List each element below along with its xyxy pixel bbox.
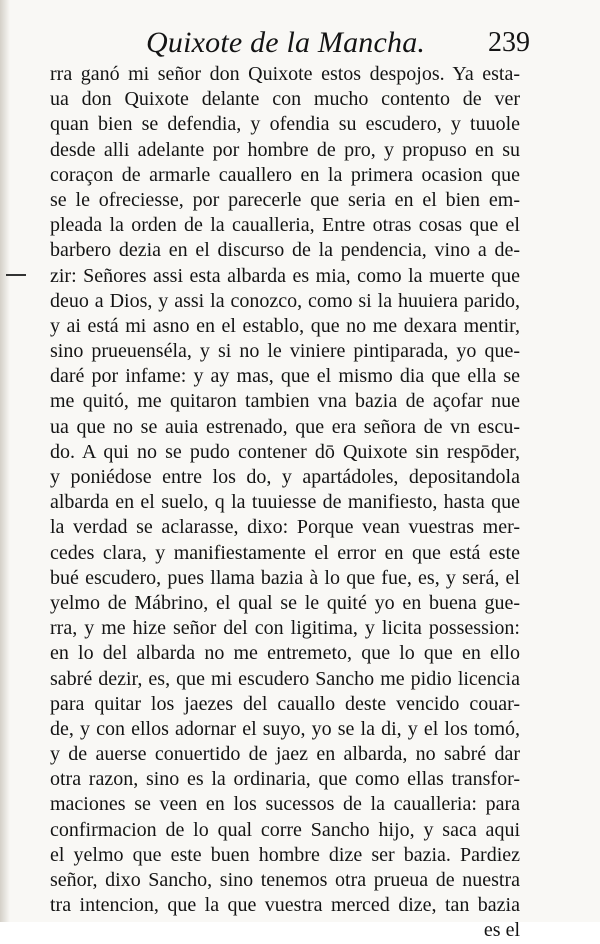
text-line: la verdad se aclarasse, dixo: Porque vean vuestras mer-	[50, 516, 520, 539]
text-line: quan bien se defendia, y ofendia su escudero, y tuuole	[50, 113, 520, 136]
text-line: cedes clara, y manifiestamente el error en que está este	[50, 541, 520, 564]
text-line: barbero dezia en el discurso de la pendencia, vino a de-	[50, 239, 520, 262]
body-text	[50, 62, 520, 944]
page-number: 239	[488, 27, 530, 58]
text-line: señor, dixo Sancho, sino tenemos otra prueua de nuestra	[50, 869, 520, 891]
text-line: daré por infame: y ay mas, que el mismo dia que ella se	[50, 365, 520, 388]
text-line: coraçon de armarle cauallero en la primera ocasion que	[50, 163, 520, 186]
text-line: ua que no se auia estrenado, que era señora de vn escu-	[50, 415, 520, 438]
text-line: y de auerse conuertido de jaez en albarda, no sabré dar	[50, 743, 520, 766]
text-line: el yelmo que este buen hombre dize ser bazia. Pardiez	[50, 843, 520, 866]
text-line: pleada la orden de la caualleria, Entre otras cosas que el	[50, 214, 520, 237]
page-edge-shadow	[0, 0, 10, 922]
text-line: tra intencion, que la que vuestra merced dize, tan bazia	[50, 894, 520, 917]
text-line: yelmo de Mábrino, el qual se le quité yo en buena gue-	[50, 591, 520, 614]
running-title: Quixote de la Mancha.	[146, 26, 426, 59]
text-line: sabré dezir, es, que mi escudero Sancho me pidio licencia	[50, 667, 520, 690]
text-line: desde alli adelante por hombre de pro, y propuso en su	[50, 138, 520, 161]
margin-dash-mark	[0, 262, 46, 287]
text-line: y ai está mi asno en el establo, que no me dexara mentir,	[50, 314, 520, 337]
text-line: maciones se veen en los sucessos de la caualleria: para	[50, 793, 520, 816]
text-line: confirmacion de lo qual corre Sancho hijo, y saca aqui	[50, 818, 520, 841]
text-line: me quitó, me quitaron tambien vna bazia de açofar nue	[50, 390, 520, 413]
text-line: do. A qui no se pudo contener dō Quixote sin respōder,	[50, 440, 520, 463]
text-line: se le ofreciesse, por parecerle que seria en el bien em-	[50, 188, 520, 211]
text-line: para quitar los jaezes del cauallo deste vencido couar-	[50, 692, 520, 715]
text-line: bué escudero, pues llama bazia à lo que fue, es, y será, el	[50, 566, 520, 589]
text-line: deuo a Dios, y assi la conozco, como si la huuiera parido,	[50, 289, 520, 312]
text-line: zir: Señores assi esta albarda es mia, como la muerte que	[50, 264, 520, 287]
text-line: rra, y me hize señor del con ligitima, y licita possession:	[50, 617, 520, 640]
text-line: en lo del albarda no me entremeto, que lo que en ello	[50, 642, 520, 665]
text-line: otra razon, sino es la ordinaria, que como ellas transfor-	[50, 768, 520, 791]
text-line: albarda en el suelo, q la tuuiesse de manifiesto, hasta que	[50, 491, 520, 514]
text-line: es el	[483, 919, 520, 942]
dash-mark-icon	[6, 274, 26, 276]
text-line: ua don Quixote delante con mucho contento de ver	[50, 88, 520, 111]
text-line: de, y con ellos adornar el suyo, yo se la di, y el los tomó,	[50, 717, 520, 740]
text-line: sino prueuenséla, y si no le viniere pintiparada, yo que-	[50, 340, 520, 363]
page-header	[0, 26, 600, 60]
text-line: rra ganó mi señor don Quixote estos despojos. Ya esta-	[50, 63, 520, 85]
text-line: y poniédose entre los do, y apartádoles, depositandola	[50, 466, 520, 488]
